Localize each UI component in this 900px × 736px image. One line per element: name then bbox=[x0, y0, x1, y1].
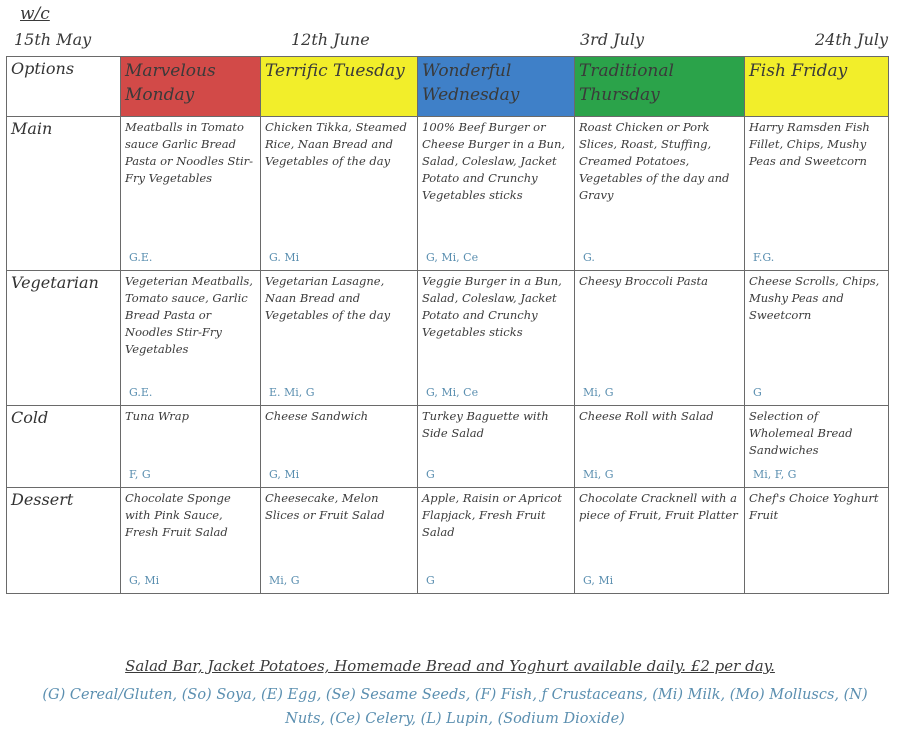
row-label: Vegetarian bbox=[7, 271, 121, 405]
row-label: Dessert bbox=[7, 487, 121, 593]
dish-text: Meatballs in Tomato sauce Garlic Bread Pasta or Noodles Stir-Fry Vegetables bbox=[125, 120, 254, 186]
menu-cell bbox=[575, 271, 745, 405]
menu-cell bbox=[745, 117, 889, 271]
dish-text: Cheesecake, Melon Slices or Fruit Salad bbox=[265, 490, 385, 522]
options-header: Options bbox=[7, 57, 121, 117]
allergen-code: G, Mi, Ce bbox=[426, 251, 479, 265]
allergen-code: Mi, G bbox=[269, 574, 300, 587]
allergen-code: G. Mi bbox=[269, 251, 300, 265]
menu-cell bbox=[575, 405, 745, 487]
menu-cell bbox=[418, 405, 575, 487]
week-date: 3rd July bbox=[580, 30, 645, 49]
week-date: 15th May bbox=[14, 30, 92, 49]
allergen-code: E. Mi, G bbox=[269, 385, 315, 399]
menu-cell bbox=[121, 487, 261, 593]
table-row-dessert bbox=[7, 487, 889, 593]
week-commencing-label: w/c bbox=[20, 4, 50, 24]
dish-text: Vegeterian Meatballs, Tomato sauce, Garlic Bread Pasta or Noodles Stir-Fry Vegetables bbox=[125, 274, 253, 357]
menu-cell bbox=[261, 405, 418, 487]
daily-availability-note: Salad Bar, Jacket Potatoes, Homemade Bread and Yoghurt available daily. £2 per day. bbox=[125, 657, 775, 675]
allergen-code: Mi, G bbox=[583, 467, 614, 481]
allergen-code: G bbox=[426, 574, 435, 587]
allergen-key: (G) Cereal/Gluten, (So) Soya, (E) Egg, (Se) Sesame Seeds, (F) Fish, ƒ Crustaceans, (Mi) Milk, (Mo) Molluscs, (N) Nuts, (Ce) Celery, (L) Lupin, (Sodium Dioxide) bbox=[42, 687, 868, 727]
menu-cell bbox=[418, 487, 575, 593]
menu-cell bbox=[745, 271, 889, 405]
menu-cell bbox=[121, 271, 261, 405]
dish-text: Cheese Roll with Salad bbox=[579, 408, 714, 423]
week-date: 24th July bbox=[815, 30, 889, 49]
allergen-code: G, Mi bbox=[129, 574, 160, 587]
row-label: Cold bbox=[7, 405, 121, 487]
week-date: 12th June bbox=[291, 30, 370, 49]
dish-text: Chicken Tikka, Steamed Rice, Naan Bread and Vegetables of the day bbox=[265, 120, 407, 169]
menu-cell bbox=[418, 117, 575, 271]
day-header-wednesday: Wonderful Wednesday bbox=[418, 57, 575, 117]
menu-table bbox=[6, 56, 889, 594]
menu-cell bbox=[261, 117, 418, 271]
dish-text: Apple, Raisin or Apricot Flapjack, Fresh Fruit Salad bbox=[422, 490, 562, 539]
row-label: Main bbox=[7, 117, 121, 271]
allergen-code: G, Mi bbox=[583, 574, 614, 587]
dish-text: Cheesy Broccoli Pasta bbox=[579, 274, 709, 289]
dish-text: Vegetarian Lasagne, Naan Bread and Vegetables of the day bbox=[265, 274, 391, 323]
header-row bbox=[7, 57, 889, 117]
menu-cell bbox=[745, 487, 889, 593]
dish-text: Chef's Choice Yoghurt Fruit bbox=[749, 490, 879, 522]
menu-cell bbox=[261, 271, 418, 405]
allergen-code: Mi, F, G bbox=[753, 467, 797, 481]
dish-text: 100% Beef Burger or Cheese Burger in a Bun, Salad, Coleslaw, Jacket Potato and Crunchy Vegetables sticks bbox=[422, 120, 566, 203]
dish-text: Cheese Sandwich bbox=[265, 408, 369, 423]
dish-text: Cheese Scrolls, Chips, Mushy Peas and Sweetcorn bbox=[749, 274, 880, 323]
menu-cell bbox=[121, 405, 261, 487]
menu-cell bbox=[575, 117, 745, 271]
allergen-code: G bbox=[426, 467, 435, 481]
dish-text: Roast Chicken or Pork Slices, Roast, Stuffing, Creamed Potatoes, Vegetables of the day and Gravy bbox=[579, 120, 730, 203]
dish-text: Turkey Baguette with Side Salad bbox=[422, 408, 549, 440]
day-header-tuesday: Terrific Tuesday bbox=[261, 57, 418, 117]
menu-cell bbox=[418, 271, 575, 405]
allergen-code: F.G. bbox=[753, 251, 775, 265]
day-header-monday: Marvelous Monday bbox=[121, 57, 261, 117]
allergen-code: Mi, G bbox=[583, 385, 614, 399]
allergen-code: G. bbox=[583, 251, 595, 265]
allergen-code: G bbox=[753, 385, 762, 399]
allergen-code: F, G bbox=[129, 467, 151, 481]
allergen-code: G.E. bbox=[129, 385, 153, 399]
dish-text: Harry Ramsden Fish Fillet, Chips, Mushy Peas and Sweetcorn bbox=[749, 120, 870, 169]
menu-cell bbox=[121, 117, 261, 271]
menu-cell bbox=[745, 405, 889, 487]
dish-text: Veggie Burger in a Bun, Salad, Coleslaw, Jacket Potato and Crunchy Vegetables sticks bbox=[422, 274, 562, 340]
table-row-cold bbox=[7, 405, 889, 487]
allergen-code: G, Mi, Ce bbox=[426, 385, 479, 399]
menu-cell bbox=[575, 487, 745, 593]
dish-text: Tuna Wrap bbox=[125, 408, 190, 423]
allergen-code: G, Mi bbox=[269, 467, 300, 481]
allergen-code: G.E. bbox=[129, 251, 153, 265]
dish-text: Chocolate Cracknell with a piece of Fruit, Fruit Platter bbox=[579, 490, 738, 522]
table-row-main bbox=[7, 117, 889, 271]
menu-cell bbox=[261, 487, 418, 593]
dish-text: Chocolate Sponge with Pink Sauce, Fresh Fruit Salad bbox=[125, 490, 231, 539]
table-row-vegetarian bbox=[7, 271, 889, 405]
dish-text: Selection of Wholemeal Bread Sandwiches bbox=[749, 408, 853, 457]
day-header-thursday: Traditional Thursday bbox=[575, 57, 745, 117]
day-header-friday: Fish Friday bbox=[745, 57, 889, 117]
